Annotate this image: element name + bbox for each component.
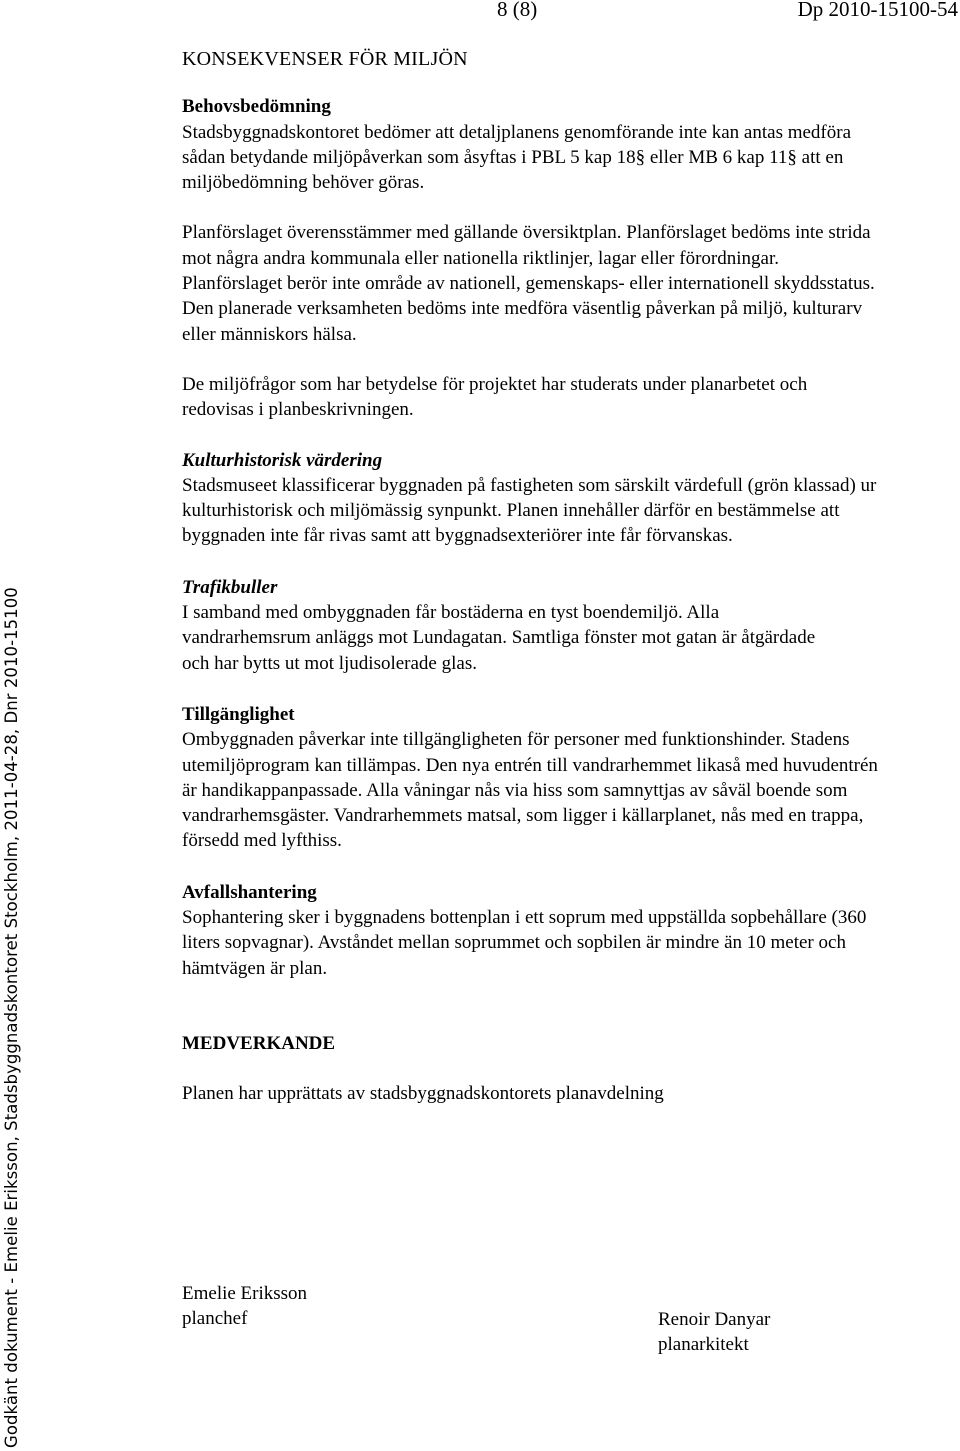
section-trafikbuller	[182, 575, 882, 676]
paragraph: De miljöfrågor som har betydelse för projektet har studerats under planarbetet och redovisas i planbeskrivningen.	[182, 373, 808, 421]
section-avfallshantering	[182, 880, 882, 981]
section-heading: Trafikbuller	[182, 576, 278, 598]
section-heading: Kulturhistorisk värdering	[182, 449, 383, 471]
section-heading: Tillgänglighet	[182, 703, 295, 725]
section-heading: MEDVERKANDE	[182, 1032, 336, 1054]
approval-stamp	[0, 0, 24, 1451]
section-heading: Behovsbedömning	[182, 96, 331, 118]
section-medverkande	[182, 1031, 882, 1107]
paragraph: Planen har upprättats av stadsbyggnadskontorets planavdelning	[182, 1083, 664, 1105]
paragraph: Ombyggnaden påverkar inte tillgängligheten för personer med funktionshinder. Stadens utemiljöprogram kan tillämpas. Den nya entrén till vandrarhemmet likaså med huvudentrén är handikappanpassade. Alla våningar nås via hiss som samnyttjas av såväl boende som vandrarhemsgäster. Vandrarhemmets matsal, som ligger i källarplanet, nås med en trappa, försedd med lyfthiss.	[182, 729, 878, 852]
section-tillganglighet	[182, 702, 882, 854]
section-kulturhistorisk	[182, 448, 882, 549]
section-behovsbedomning	[182, 94, 882, 422]
document-reference: Dp 2010-15100-54	[797, 0, 958, 21]
paragraph: Stadsmuseet klassificerar byggnaden på fastigheten som särskilt värdefull (grön klassad) ur kulturhistorisk och miljömässig synpunkt. Planen innehåller därför en bestämmelse att byggnaden inte får rivas samt att byggnadsexteriörer inte får förvanskas.	[182, 474, 877, 547]
signer-title: planchef	[182, 1308, 248, 1330]
page-title: KONSEKVENSER FÖR MILJÖN	[182, 48, 468, 70]
document-body	[182, 47, 882, 1107]
paragraph: Stadsbyggnadskontoret bedömer att detaljplanens genomförande inte kan antas medföra sådan betydande miljöpåverkan som åsyftas i PBL 5 kap 18§ eller MB 6 kap 11§ att en miljöbedömning behöver göras.	[182, 121, 852, 194]
paragraph: I samband med ombyggnaden får bostäderna en tyst boendemiljö. Alla vandrarhemsrum anläggs mot Lundagatan. Samtliga fönster mot gatan är åtgärdade och har bytts ut mot ljudisolerade glas.	[182, 602, 816, 674]
approval-stamp-text: Godkänt dokument - Emelie Eriksson, Stadsbyggnadskontoret Stockholm, 2011-04-28, Dnr 2010-15100	[2, 587, 21, 1448]
signature-right	[658, 1307, 770, 1358]
page-number: 8 (8)	[497, 0, 538, 21]
signer-name: Emelie Eriksson	[182, 1283, 308, 1304]
signer-title: planarkitekt	[658, 1334, 749, 1356]
paragraph: Planförslaget överensstämmer med gällande översiktplan. Planförslaget bedöms inte strida mot några andra kommunala eller nationella riktlinjer, lagar eller förordningar. Planförslaget berör inte område av nationell, gemenskaps- eller internationell skyddsstatus. Den planerade verksamheten bedöms inte medföra väsentlig påverkan på miljö, kulturarv eller människors hälsa.	[182, 222, 875, 345]
signer-name: Renoir Danyar	[658, 1309, 771, 1330]
section-heading: Avfallshantering	[182, 881, 317, 903]
signature-left	[182, 1281, 307, 1332]
paragraph: Sophantering sker i byggnadens bottenplan i ett soprum med uppställda sopbehållare (360 liters sopvagnar). Avståndet mellan soprummet och sopbilen är mindre än 10 meter och hämtvägen är plan.	[182, 907, 867, 979]
